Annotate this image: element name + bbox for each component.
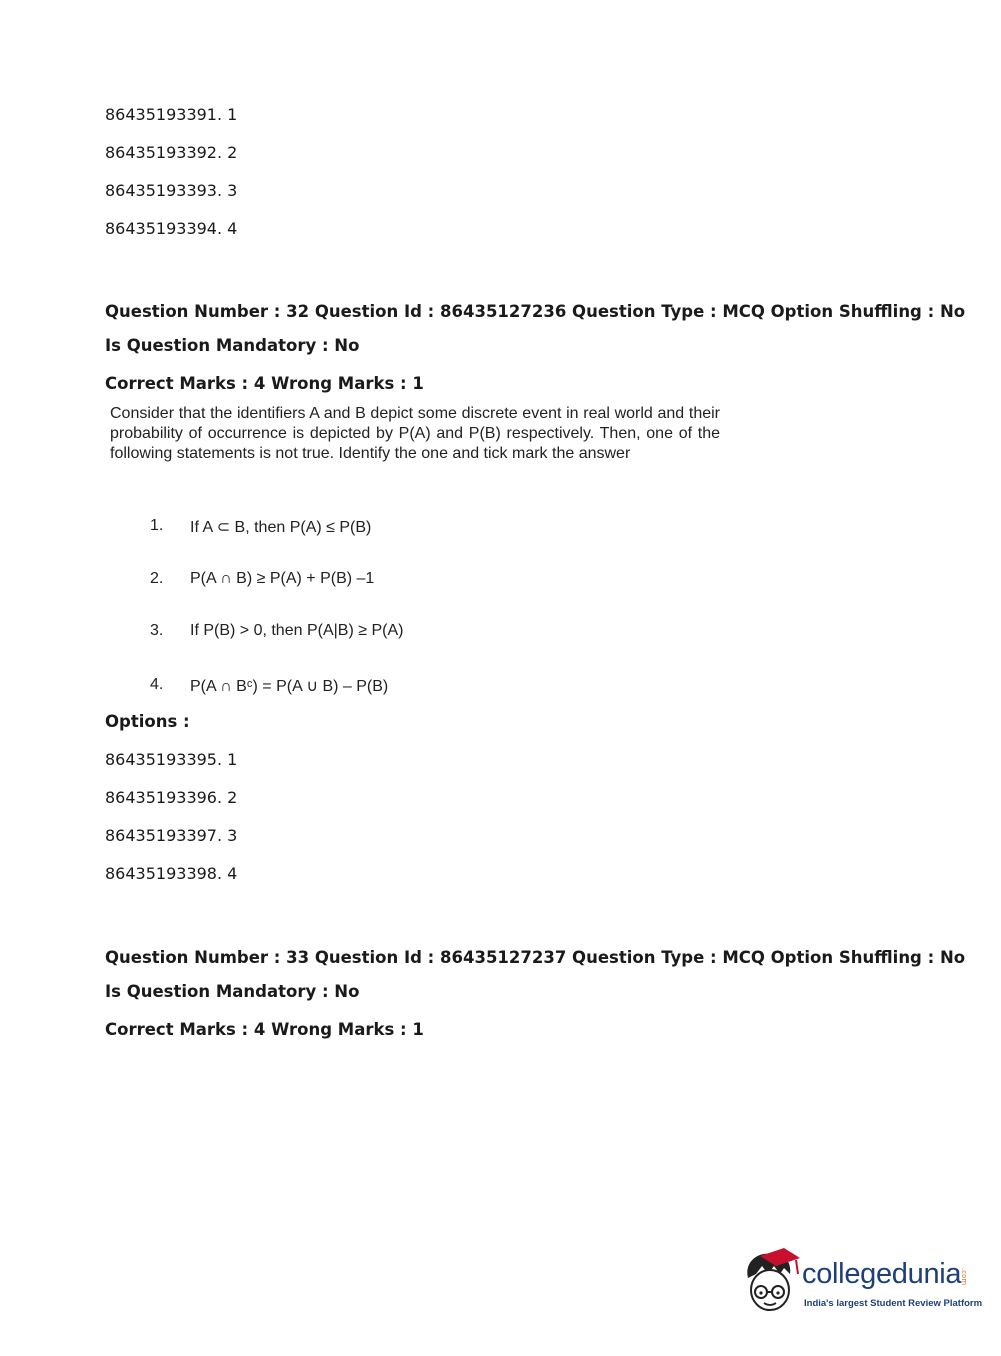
option-item: 86435193397. 3 bbox=[105, 826, 238, 845]
option-item: 86435193391. 1 bbox=[105, 105, 238, 124]
q32-mandatory: Is Question Mandatory : No bbox=[105, 336, 360, 355]
statement-text: P(A ∩ B) ≥ P(A) + P(B) –1 bbox=[190, 570, 375, 587]
logo-suffix: .com bbox=[960, 1268, 968, 1286]
option-item: 86435193396. 2 bbox=[105, 788, 238, 807]
q32-question-text: Consider that the identifiers A and B depict some discrete event in real world and their probability of occurrence is depicted by P(A) and P(B) respectively. Then, one of the following statements is not true. Identify the one and tick mark the answer bbox=[110, 405, 720, 462]
option-item: 86435193393. 3 bbox=[105, 181, 238, 200]
q33-marks: Correct Marks : 4 Wrong Marks : 1 bbox=[105, 1020, 424, 1039]
q32-marks: Correct Marks : 4 Wrong Marks : 1 bbox=[105, 374, 424, 393]
option-item: 86435193394. 4 bbox=[105, 219, 238, 238]
option-item: 86435193398. 4 bbox=[105, 864, 238, 883]
q33-header: Question Number : 33 Question Id : 86435127237 Question Type : MCQ Option Shuffling : No bbox=[105, 948, 966, 967]
logo-tagline: India's largest Student Review Platform bbox=[804, 1298, 983, 1309]
collegedunia-logo bbox=[740, 1248, 983, 1318]
statement-number: 2. bbox=[150, 570, 164, 587]
statement-number: 1. bbox=[150, 517, 164, 534]
mascot-icon bbox=[740, 1248, 802, 1314]
statement-number: 4. bbox=[150, 676, 164, 693]
options-label: Options : bbox=[105, 712, 190, 731]
option-item: 86435193392. 2 bbox=[105, 143, 238, 162]
q33-mandatory: Is Question Mandatory : No bbox=[105, 982, 360, 1001]
q32-header: Question Number : 32 Question Id : 86435127236 Question Type : MCQ Option Shuffling : No bbox=[105, 302, 966, 321]
statement-text: If A ⊂ B, then P(A) ≤ P(B) bbox=[190, 519, 372, 536]
option-item: 86435193395. 1 bbox=[105, 750, 238, 769]
statement-text: P(A ∩ Bᶜ) = P(A ∪ B) – P(B) bbox=[190, 678, 389, 695]
statement-number: 3. bbox=[150, 622, 164, 639]
logo-wordmark: collegedunia bbox=[802, 1258, 962, 1290]
statement-text: If P(B) > 0, then P(A|B) ≥ P(A) bbox=[190, 622, 404, 639]
